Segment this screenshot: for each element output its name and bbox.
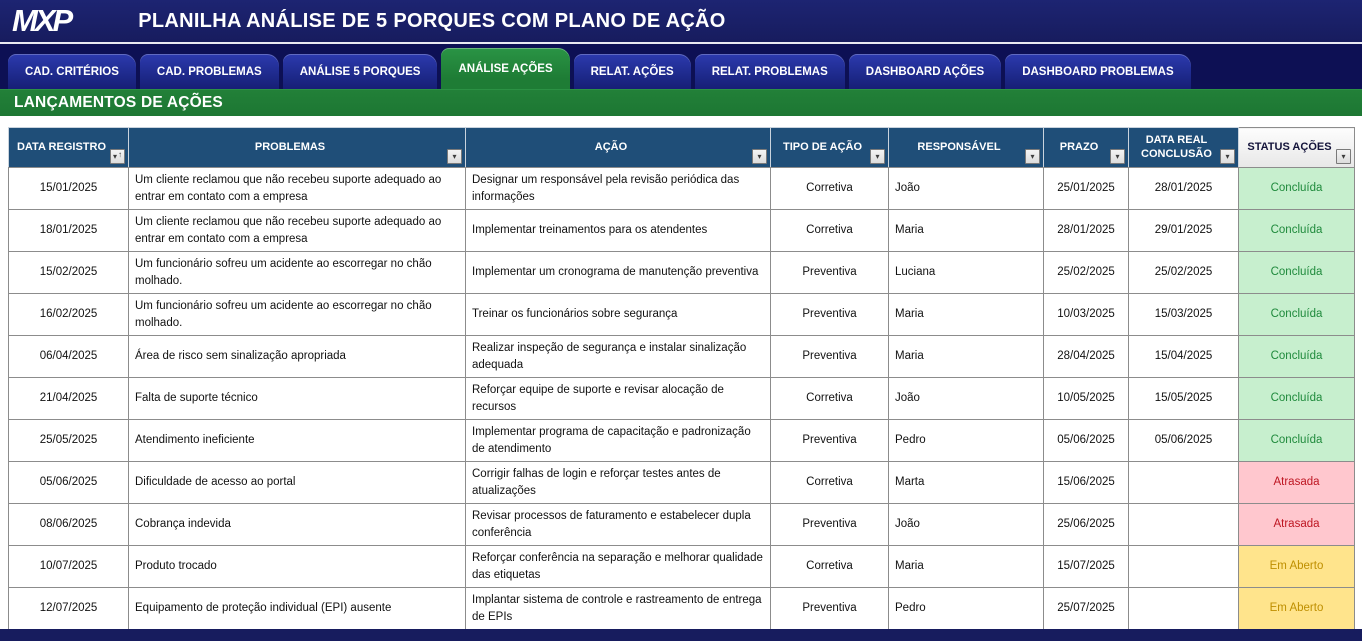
cell-tipo-de-acao[interactable]: Preventiva <box>771 588 889 630</box>
cell-data-real-conclusao[interactable]: 15/05/2025 <box>1129 378 1239 420</box>
tab-analise-acoes[interactable]: ANÁLISE AÇÕES <box>441 48 569 89</box>
cell-data-registro[interactable]: 08/06/2025 <box>9 504 129 546</box>
filter-icon[interactable]: ▾ <box>447 149 462 164</box>
status-badge[interactable]: Concluída <box>1239 210 1355 252</box>
cell-problemas[interactable]: Produto trocado <box>129 546 466 588</box>
table-row <box>9 294 1355 336</box>
section-title: LANÇAMENTOS DE AÇÕES <box>14 94 223 111</box>
cell-data-real-conclusao[interactable]: 28/01/2025 <box>1129 168 1239 210</box>
cell-data-real-conclusao[interactable] <box>1129 546 1239 588</box>
cell-acao[interactable]: Implantar sistema de controle e rastreamento de entrega de EPIs <box>466 588 771 630</box>
cell-problemas[interactable]: Um funcionário sofreu um acidente ao escorregar no chão molhado. <box>129 294 466 336</box>
cell-problemas[interactable]: Um cliente reclamou que não recebeu suporte adequado ao entrar em contato com a empresa <box>129 210 466 252</box>
cell-tipo-de-acao[interactable]: Corretiva <box>771 462 889 504</box>
cell-prazo[interactable]: 25/07/2025 <box>1044 588 1129 630</box>
cell-prazo[interactable]: 25/06/2025 <box>1044 504 1129 546</box>
cell-data-registro[interactable]: 18/01/2025 <box>9 210 129 252</box>
sort-ascending-icon: ↑ <box>118 150 122 159</box>
cell-acao[interactable]: Reforçar conferência na separação e melhorar qualidade das etiquetas <box>466 546 771 588</box>
tab-dashboard-problemas[interactable]: DASHBOARD PROBLEMAS <box>1005 54 1190 89</box>
cell-data-real-conclusao[interactable] <box>1129 588 1239 630</box>
status-badge[interactable]: Concluída <box>1239 168 1355 210</box>
column-header-data-registro <box>9 128 129 168</box>
cell-prazo[interactable]: 25/01/2025 <box>1044 168 1129 210</box>
cell-tipo-de-acao[interactable]: Preventiva <box>771 420 889 462</box>
cell-responsavel[interactable]: Maria <box>889 336 1044 378</box>
tab-cad-criterios[interactable]: CAD. CRITÉRIOS <box>8 54 136 89</box>
cell-data-real-conclusao[interactable]: 15/03/2025 <box>1129 294 1239 336</box>
cell-tipo-de-acao[interactable]: Preventiva <box>771 336 889 378</box>
cell-data-registro[interactable]: 12/07/2025 <box>9 588 129 630</box>
bottom-strip <box>0 629 1362 641</box>
table-row <box>9 378 1355 420</box>
table-area <box>0 116 1362 629</box>
cell-data-real-conclusao[interactable]: 25/02/2025 <box>1129 252 1239 294</box>
cell-responsavel[interactable]: Maria <box>889 210 1044 252</box>
cell-prazo[interactable]: 10/05/2025 <box>1044 378 1129 420</box>
cell-acao[interactable]: Realizar inspeção de segurança e instalar sinalização adequada <box>466 336 771 378</box>
tab-analise-5-porques[interactable]: ANÁLISE 5 PORQUES <box>283 54 438 89</box>
cell-responsavel[interactable]: João <box>889 504 1044 546</box>
column-header-label: PRAZO <box>1059 140 1099 153</box>
filter-icon[interactable]: ▾ <box>1336 149 1351 164</box>
table-row <box>9 588 1355 630</box>
filter-icon[interactable]: ▾ <box>1220 149 1235 164</box>
column-header-label: DATA REGISTRO <box>16 140 106 153</box>
mxp-logo: MXP <box>12 2 71 38</box>
tab-relat-acoes[interactable]: RELAT. AÇÕES <box>574 54 691 89</box>
filter-sort-icon[interactable]: ▾↑ <box>110 149 125 164</box>
status-badge[interactable]: Concluída <box>1239 336 1355 378</box>
column-header-label: AÇÃO <box>594 140 628 153</box>
cell-problemas[interactable]: Dificuldade de acesso ao portal <box>129 462 466 504</box>
table-row <box>9 420 1355 462</box>
tab-cad-problemas[interactable]: CAD. PROBLEMAS <box>140 54 279 89</box>
cell-data-registro[interactable]: 05/06/2025 <box>9 462 129 504</box>
cell-responsavel[interactable]: Pedro <box>889 588 1044 630</box>
cell-data-registro[interactable]: 15/02/2025 <box>9 252 129 294</box>
column-header-label: PROBLEMAS <box>254 140 326 153</box>
filter-icon[interactable]: ▾ <box>870 149 885 164</box>
cell-tipo-de-acao[interactable]: Corretiva <box>771 210 889 252</box>
cell-tipo-de-acao[interactable]: Corretiva <box>771 168 889 210</box>
cell-responsavel[interactable]: João <box>889 168 1044 210</box>
cell-problemas[interactable]: Um cliente reclamou que não recebeu suporte adequado ao entrar em contato com a empresa <box>129 168 466 210</box>
cell-data-real-conclusao[interactable] <box>1129 462 1239 504</box>
cell-prazo[interactable]: 10/03/2025 <box>1044 294 1129 336</box>
cell-acao[interactable]: Corrigir falhas de login e reforçar testes antes de atualizações <box>466 462 771 504</box>
cell-responsavel[interactable]: Maria <box>889 546 1044 588</box>
cell-acao[interactable]: Reforçar equipe de suporte e revisar alocação de recursos <box>466 378 771 420</box>
tab-relat-problemas[interactable]: RELAT. PROBLEMAS <box>695 54 845 89</box>
cell-problemas[interactable]: Um funcionário sofreu um acidente ao escorregar no chão molhado. <box>129 252 466 294</box>
column-header-label: TIPO DE AÇÃO <box>782 140 863 153</box>
section-title-bar <box>0 89 1362 116</box>
cell-problemas[interactable]: Área de risco sem sinalização apropriada <box>129 336 466 378</box>
column-header-status-acoes <box>1239 128 1355 168</box>
actions-table <box>8 127 1355 629</box>
cell-problemas[interactable]: Atendimento ineficiente <box>129 420 466 462</box>
cell-data-real-conclusao[interactable]: 29/01/2025 <box>1129 210 1239 252</box>
header-row <box>9 128 1355 168</box>
cell-tipo-de-acao[interactable]: Preventiva <box>771 504 889 546</box>
column-header-data-real-conclusao <box>1129 128 1239 168</box>
table-row <box>9 168 1355 210</box>
column-header-acao <box>466 128 771 168</box>
cell-acao[interactable]: Implementar um cronograma de manutenção preventiva <box>466 252 771 294</box>
cell-tipo-de-acao[interactable]: Corretiva <box>771 378 889 420</box>
tab-dashboard-acoes[interactable]: DASHBOARD AÇÕES <box>849 54 1001 89</box>
cell-problemas[interactable]: Cobrança indevida <box>129 504 466 546</box>
status-badge[interactable]: Em Aberto <box>1239 546 1355 588</box>
cell-acao[interactable]: Treinar os funcionários sobre segurança <box>466 294 771 336</box>
table-row <box>9 336 1355 378</box>
column-header-problemas <box>129 128 466 168</box>
table-row <box>9 504 1355 546</box>
table-row <box>9 210 1355 252</box>
status-badge[interactable]: Em Aberto <box>1239 588 1355 630</box>
status-badge[interactable]: Concluída <box>1239 420 1355 462</box>
column-header-responsavel <box>889 128 1044 168</box>
column-header-tipo-de-acao <box>771 128 889 168</box>
cell-tipo-de-acao[interactable]: Preventiva <box>771 294 889 336</box>
status-badge[interactable]: Concluída <box>1239 252 1355 294</box>
top-banner <box>0 0 1362 44</box>
cell-responsavel[interactable]: Luciana <box>889 252 1044 294</box>
cell-responsavel[interactable]: Marta <box>889 462 1044 504</box>
cell-prazo[interactable]: 05/06/2025 <box>1044 420 1129 462</box>
cell-responsavel[interactable]: Pedro <box>889 420 1044 462</box>
cell-data-registro[interactable]: 16/02/2025 <box>9 294 129 336</box>
cell-responsavel[interactable]: Maria <box>889 294 1044 336</box>
cell-acao[interactable]: Designar um responsável pela revisão periódica das informações <box>466 168 771 210</box>
cell-data-registro[interactable]: 06/04/2025 <box>9 336 129 378</box>
column-header-label: DATA REAL CONCLUSÃO <box>1141 133 1212 160</box>
cell-acao[interactable]: Implementar programa de capacitação e padronização de atendimento <box>466 420 771 462</box>
status-badge[interactable]: Concluída <box>1239 378 1355 420</box>
cell-prazo[interactable]: 25/02/2025 <box>1044 252 1129 294</box>
table-row <box>9 546 1355 588</box>
table-row <box>9 462 1355 504</box>
cell-problemas[interactable]: Falta de suporte técnico <box>129 378 466 420</box>
table-row <box>9 252 1355 294</box>
status-badge[interactable]: Atrasada <box>1239 462 1355 504</box>
filter-icon[interactable]: ▾ <box>752 149 767 164</box>
status-badge[interactable]: Atrasada <box>1239 504 1355 546</box>
cell-acao[interactable]: Implementar treinamentos para os atendentes <box>466 210 771 252</box>
sheet-tab-bar <box>0 44 1362 89</box>
cell-data-registro[interactable]: 21/04/2025 <box>9 378 129 420</box>
column-header-prazo <box>1044 128 1129 168</box>
cell-tipo-de-acao[interactable]: Corretiva <box>771 546 889 588</box>
column-header-label: STATUS AÇÕES <box>1247 140 1332 153</box>
filter-icon[interactable]: ▾ <box>1110 149 1125 164</box>
cell-data-registro[interactable]: 25/05/2025 <box>9 420 129 462</box>
cell-prazo[interactable]: 28/01/2025 <box>1044 210 1129 252</box>
cell-problemas[interactable]: Equipamento de proteção individual (EPI) ausente <box>129 588 466 630</box>
cell-prazo[interactable]: 15/06/2025 <box>1044 462 1129 504</box>
column-header-label: RESPONSÁVEL <box>917 140 1001 153</box>
filter-icon[interactable]: ▾ <box>1025 149 1040 164</box>
cell-data-registro[interactable]: 15/01/2025 <box>9 168 129 210</box>
cell-acao[interactable]: Revisar processos de faturamento e estabelecer dupla conferência <box>466 504 771 546</box>
cell-prazo[interactable]: 28/04/2025 <box>1044 336 1129 378</box>
page-title: PLANILHA ANÁLISE DE 5 PORQUES COM PLANO DE AÇÃO <box>138 9 726 32</box>
cell-data-registro[interactable]: 10/07/2025 <box>9 546 129 588</box>
cell-responsavel[interactable]: João <box>889 378 1044 420</box>
cell-data-real-conclusao[interactable] <box>1129 504 1239 546</box>
status-badge[interactable]: Concluída <box>1239 294 1355 336</box>
cell-tipo-de-acao[interactable]: Preventiva <box>771 252 889 294</box>
cell-data-real-conclusao[interactable]: 15/04/2025 <box>1129 336 1239 378</box>
cell-prazo[interactable]: 15/07/2025 <box>1044 546 1129 588</box>
cell-data-real-conclusao[interactable]: 05/06/2025 <box>1129 420 1239 462</box>
